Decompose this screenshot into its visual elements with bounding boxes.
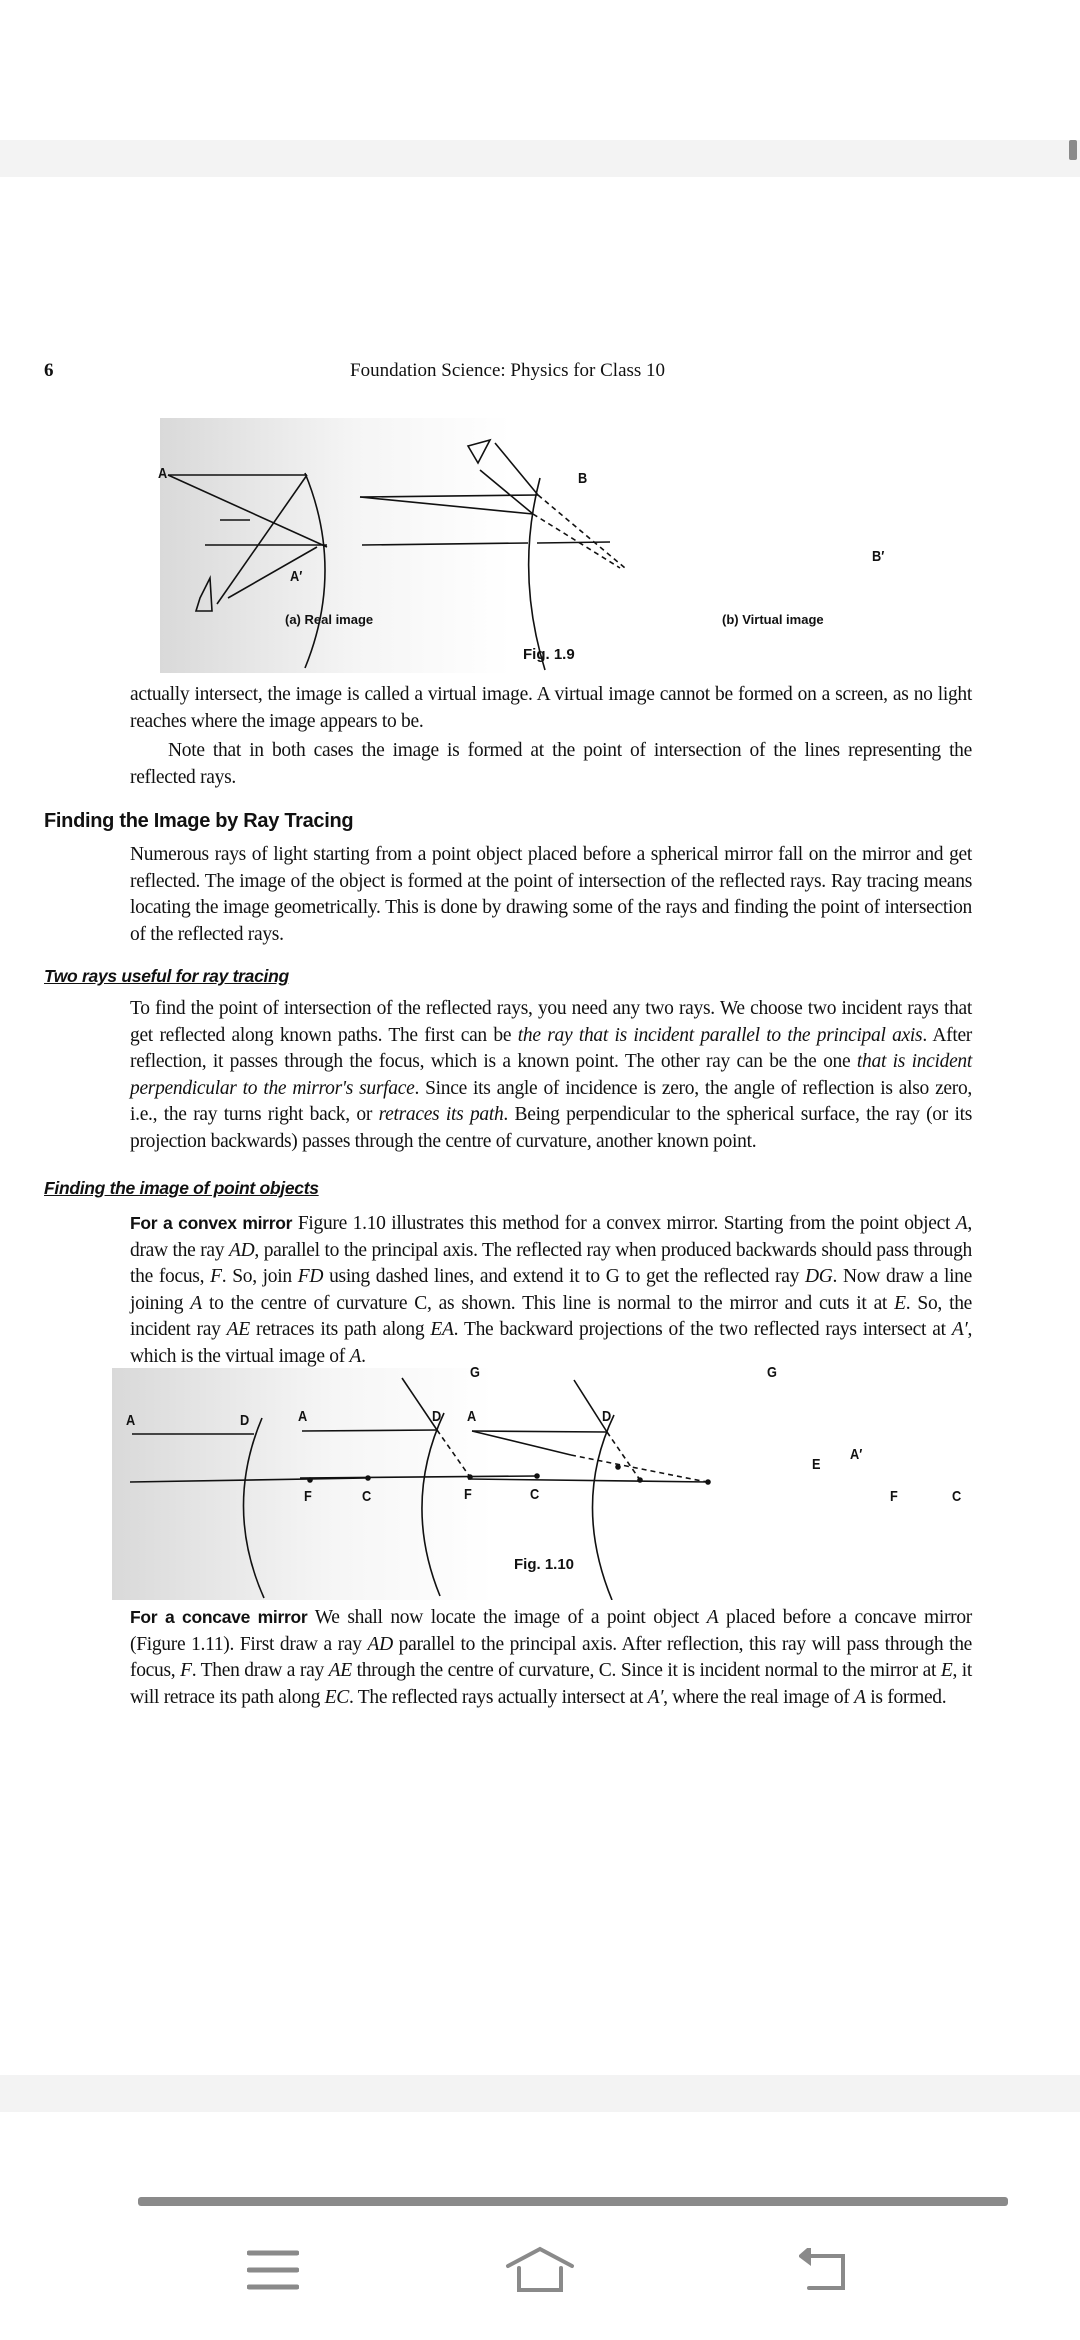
label-A: A	[158, 465, 168, 482]
t: . Then draw a ray	[191, 1660, 329, 1681]
section-heading-ray-tracing: Finding the Image by Ray Tracing	[44, 810, 354, 832]
label-B: B	[578, 470, 588, 487]
t: A	[955, 1213, 968, 1234]
back-button[interactable]	[790, 2240, 860, 2300]
gesture-bar[interactable]	[138, 2197, 1008, 2206]
axis-1	[130, 1478, 367, 1482]
figure-caption: Fig. 1.9	[523, 646, 575, 663]
label-G: G	[767, 1364, 777, 1381]
ray-AD-2	[302, 1430, 437, 1431]
t: AE	[226, 1319, 250, 1340]
viewer-top-band	[0, 140, 1080, 177]
label-B-prime: B′	[872, 548, 885, 565]
viewer-bottom-band	[0, 2075, 1080, 2112]
panel-a-caption: (a) Real image	[285, 612, 374, 627]
t: , it will retrace its path along	[130, 1660, 972, 1708]
t: To find the point of intersection of the reflected rays, you need any two rays. We choose two incident rays that get reflected along known paths. The first can be	[130, 998, 972, 1046]
convex-mirror-3	[592, 1415, 614, 1600]
paragraph-virtual-image: actually intersect, the image is called a virtual image. A virtual image cannot be formed on a screen, as no light reaches where the image appears to be.	[130, 684, 972, 732]
t: using dashed lines, and extend it to G to get the reflected ray	[323, 1266, 805, 1287]
t: EA	[430, 1319, 454, 1340]
t: . So, the incident ray	[130, 1292, 973, 1340]
reflected-ray-1	[228, 547, 317, 598]
t: A	[190, 1292, 202, 1314]
concave-mirror	[305, 473, 325, 668]
label-A-prime: A′	[290, 568, 303, 585]
t: retraces its path	[378, 1104, 504, 1125]
t: is formed.	[865, 1686, 947, 1708]
label-D: D	[240, 1412, 250, 1429]
label-G: G	[470, 1364, 480, 1381]
label-A: A	[467, 1408, 477, 1425]
label-A-prime: A′	[850, 1446, 863, 1463]
label-C: C	[530, 1486, 540, 1503]
figure-1-9	[160, 418, 940, 673]
note-text: Note that in both cases the image is formed at the point of intersection of the lines representing the reflected rays.	[130, 740, 972, 788]
menu-lines-icon	[247, 2248, 299, 2292]
label-E: E	[812, 1456, 821, 1473]
convex-mirror-2	[422, 1413, 444, 1596]
t: E	[940, 1660, 953, 1681]
paragraph-ray-tracing: Numerous rays of light starting from a point object placed before a spherical mirror fall on the mirror and get reflected. The image of the object is formed at the point of intersection of the reflected rays. Ray tracing means locating the image geometrically. This is done by drawing some of the rays and finding the point of intersection of the reflected rays.	[130, 844, 972, 945]
convex-lead: For a convex mirror	[130, 1213, 293, 1233]
recent-apps-button[interactable]	[238, 2240, 308, 2300]
t: F	[210, 1266, 222, 1287]
eye-icon-a	[196, 578, 212, 611]
paragraph-concave-mirror	[130, 1604, 972, 1711]
concave-lead: For a concave mirror	[130, 1607, 308, 1627]
t: AD	[228, 1239, 255, 1261]
eye-icon-b	[468, 440, 490, 463]
t: A	[854, 1686, 866, 1708]
scrollbar-thumb[interactable]	[1069, 140, 1077, 160]
paragraph-note	[130, 738, 972, 791]
figure-1-10	[112, 1364, 962, 1600]
ray-AE-3	[472, 1431, 571, 1455]
t: , draw the ray	[130, 1213, 972, 1261]
principal-axis-b	[362, 543, 528, 545]
paragraph-two-rays	[130, 996, 972, 1155]
t: . The backward projections of the two reflected rays intersect at	[453, 1319, 952, 1340]
t: retraces its path along	[249, 1319, 431, 1340]
t: to the centre of curvature C, as shown. This line is normal to the mirror and cuts it at	[201, 1292, 895, 1314]
t: . The reflected rays actually intersect at	[348, 1686, 648, 1708]
axis-2	[300, 1476, 537, 1478]
t: through the centre of curvature, C. Since it is incident normal to the mirror at	[351, 1660, 941, 1681]
t: Figure 1.10 illustrates this method for a convex mirror. Starting from the point object	[292, 1213, 956, 1234]
label-F: F	[304, 1488, 312, 1505]
t: , where the real image of	[663, 1686, 855, 1708]
t: F	[180, 1660, 192, 1681]
t: , which is the virtual image of	[130, 1319, 973, 1367]
t: that is incident perpendicular to the mirror's surface	[130, 1051, 973, 1099]
label-A: A	[298, 1408, 308, 1425]
panel-b-caption: (b) Virtual image	[722, 612, 824, 627]
back-arrow-icon	[799, 2248, 851, 2292]
page-number: 6	[44, 360, 54, 381]
t: parallel to the principal axis. After reflection, this ray will pass through the focus,	[130, 1633, 973, 1681]
ray-AD-3	[472, 1431, 607, 1432]
convex-mirror-1	[243, 1418, 264, 1598]
t: . Now draw a line joining	[130, 1266, 972, 1314]
t: EC	[324, 1686, 349, 1708]
t: . Being perpendicular to the spherical surface, the ray (or its projection backwards) passes through the centre of curvature, another known point.	[130, 1104, 972, 1152]
t: A	[706, 1607, 719, 1628]
axis-3	[468, 1479, 709, 1482]
figure-caption: Fig. 1.10	[514, 1556, 575, 1573]
ray-to-pole	[168, 475, 327, 547]
subheading-two-rays: Two rays useful for ray tracing	[44, 966, 289, 986]
t: placed before a concave mirror (Figure 1.11). First draw a ray	[130, 1607, 972, 1655]
home-icon	[505, 2246, 575, 2294]
t: the ray that is incident parallel to the principal axis	[517, 1024, 923, 1046]
t: . After reflection, it passes through the focus, which is a known point. The other ray can be the one	[130, 1024, 972, 1072]
convex-mirror	[529, 478, 545, 670]
t: E	[894, 1292, 906, 1314]
t: A	[349, 1345, 362, 1367]
t: . So, join	[221, 1266, 298, 1287]
label-F: F	[890, 1488, 898, 1505]
t: . Since its angle of incidence is zero, the angle of reflection is also zero, i.e., the ray turns right back, or	[130, 1077, 973, 1125]
fig-1-9-drawing	[160, 418, 940, 673]
t: We shall now locate the image of a point object	[307, 1607, 707, 1628]
label-D: D	[602, 1408, 612, 1425]
t: FD	[297, 1266, 324, 1287]
label-F: F	[464, 1486, 472, 1503]
t: A′	[647, 1686, 664, 1708]
paragraph-convex-mirror	[130, 1210, 972, 1370]
t: DG	[804, 1266, 833, 1287]
t: AE	[328, 1660, 352, 1681]
t: , parallel to the principal axis. The reflected ray when produced backwards should pass through the focus,	[130, 1239, 972, 1287]
running-title: Foundation Science: Physics for Class 10	[350, 360, 666, 381]
home-button[interactable]	[505, 2240, 575, 2300]
label-D: D	[432, 1408, 442, 1425]
subheading-point-objects: Finding the image of point objects	[44, 1178, 319, 1198]
label-C: C	[952, 1488, 962, 1505]
t: .	[361, 1345, 366, 1367]
t: A′	[951, 1319, 968, 1340]
label-A: A	[126, 1412, 136, 1429]
label-C: C	[362, 1488, 372, 1505]
t: AD	[367, 1633, 393, 1655]
